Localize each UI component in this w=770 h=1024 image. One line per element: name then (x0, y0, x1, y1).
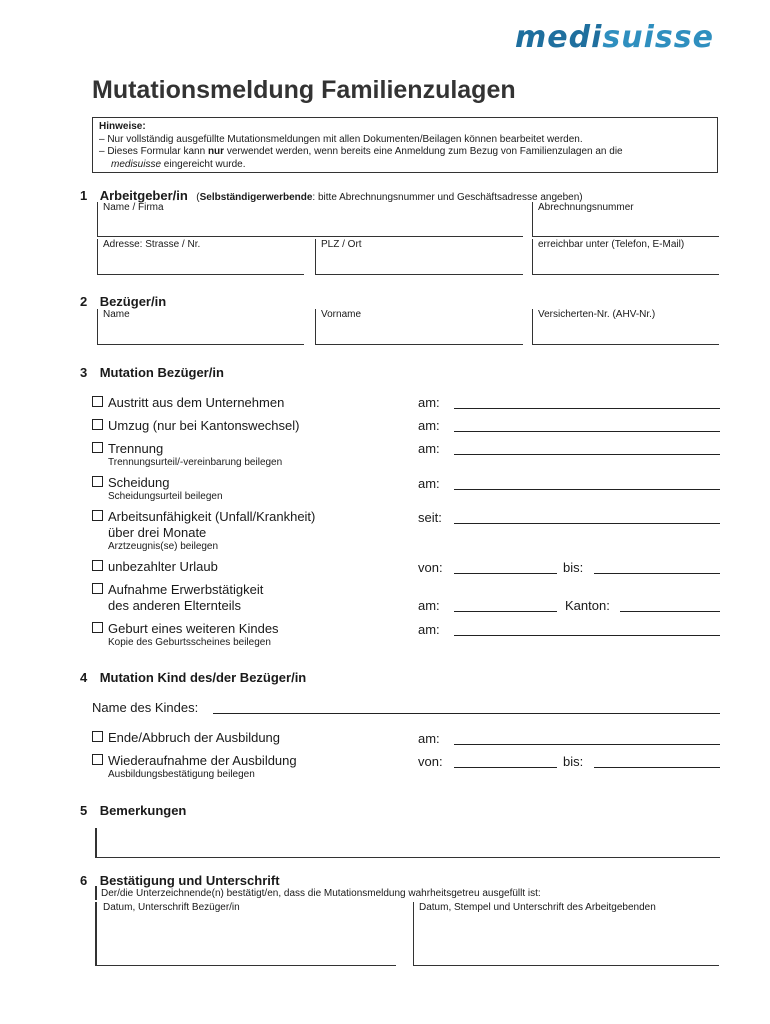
account-number-field[interactable] (532, 202, 719, 237)
partner-employment-date-line[interactable] (454, 611, 557, 612)
section1-note-bold: Selbständigerwerbende (199, 192, 313, 203)
section1-number: 1 (80, 188, 88, 203)
education-end-date-line[interactable] (454, 744, 720, 745)
recipient-name-label: Name (103, 309, 130, 320)
hint-item-2-cont (99, 159, 711, 172)
section3-number: 3 (80, 365, 88, 380)
option-move-label: Umzug (nur bei Kantonswechsel) (108, 418, 300, 433)
section4-title: Mutation Kind des/der Bezüger/in (99, 670, 307, 685)
section5-header (80, 802, 186, 820)
checkbox-divorce[interactable] (92, 476, 103, 487)
option-education-end[interactable] (92, 730, 280, 745)
recipient-firstname-field[interactable] (315, 309, 523, 345)
hints-heading: Hinweise: (99, 121, 146, 132)
canton-label: Kanton: (565, 598, 610, 613)
unpaid-leave-to-line[interactable] (594, 573, 720, 574)
employer-name-label: Name / Firma (103, 202, 164, 213)
option-divorce[interactable] (92, 475, 169, 490)
birth-date-line[interactable] (454, 635, 720, 636)
separation-note: Trennungsurteil/-vereinbarung beilegen (108, 457, 283, 468)
page-title: Mutationsmeldung Familienzulagen (92, 76, 516, 104)
section4-header (80, 669, 306, 687)
child-name-line[interactable] (213, 713, 720, 714)
child-name-label: Name des Kindes: (92, 700, 199, 715)
checkbox-partner-employment[interactable] (92, 583, 103, 594)
confirmation-statement: Der/die Unterzeichnende(n) bestätigt/en, dass die Mutationsmeldung wahrheitsgetreu ausgefüllt ist: (101, 888, 541, 899)
zip-city-field[interactable] (315, 239, 523, 275)
address-field[interactable] (97, 239, 304, 275)
separation-date-label: am: (418, 441, 440, 456)
education-resume-from-line[interactable] (454, 767, 557, 768)
education-end-date-label: am: (418, 731, 440, 746)
address-label: Adresse: Strasse / Nr. (103, 239, 201, 250)
checkbox-unpaid-leave[interactable] (92, 560, 103, 571)
hint-2-bold: nur (207, 146, 225, 157)
incapacity-since-line[interactable] (454, 523, 720, 524)
option-partner-employment-label-1: Aufnahme Erwerbstätigkeit (108, 582, 264, 597)
unpaid-leave-to-label: bis: (563, 560, 584, 575)
education-resume-to-label: bis: (563, 754, 584, 769)
option-partner-employment-label-2: des anderen Elternteils (108, 598, 241, 613)
section1-note-open: ( (196, 192, 200, 203)
incapacity-since-label: seit: (418, 510, 442, 525)
divorce-date-label: am: (418, 476, 440, 491)
recipient-signature-field[interactable] (95, 902, 396, 966)
hint-item-2 (99, 146, 711, 159)
section2-number: 2 (80, 294, 88, 309)
employer-signature-label: Datum, Stempel und Unterschrift des Arbeitgebenden (419, 902, 656, 913)
education-resume-note: Ausbildungsbestätigung beilegen (108, 769, 255, 780)
birth-note: Kopie des Geburtsscheines beilegen (108, 637, 271, 648)
checkbox-incapacity[interactable] (92, 510, 103, 521)
option-education-resume[interactable] (92, 753, 297, 768)
section3-header (80, 364, 224, 382)
recipient-name-field[interactable] (97, 309, 304, 345)
option-divorce-label: Scheidung (108, 475, 170, 490)
zip-city-label: PLZ / Ort (321, 239, 362, 250)
canton-line[interactable] (620, 611, 720, 612)
section1-title: Arbeitgeber/in (99, 188, 188, 203)
section5-number: 5 (80, 803, 88, 818)
section3-title: Mutation Bezüger/in (99, 365, 224, 380)
move-date-line[interactable] (454, 431, 720, 432)
checkbox-birth[interactable] (92, 622, 103, 633)
divorce-date-line[interactable] (454, 489, 720, 490)
hint-2-pre: – Dieses Formular kann (99, 146, 208, 157)
insurance-number-field[interactable] (532, 309, 719, 345)
option-move[interactable] (92, 418, 299, 433)
hint-item-1: – Nur vollständig ausgefüllte Mutationsmeldungen mit allen Dokumenten/Beilagen können bearbeitet werden. (99, 133, 583, 145)
option-unpaid-leave-label: unbezahlter Urlaub (108, 559, 218, 574)
checkbox-exit[interactable] (92, 396, 103, 407)
insurance-number-label: Versicherten-Nr. (AHV-Nr.) (538, 309, 656, 320)
employer-signature-field[interactable] (413, 902, 719, 966)
contact-label: erreichbar unter (Telefon, E-Mail) (538, 239, 685, 250)
checkbox-move[interactable] (92, 419, 103, 430)
unpaid-leave-from-label: von: (418, 560, 443, 575)
option-incapacity-label-2: über drei Monate (108, 525, 207, 540)
hint-2-post: verwendet werden, wenn bereits eine Anmeldung zum Bezug von Familienzulagen an die (224, 146, 623, 157)
medisuisse-logo (515, 20, 714, 55)
section5-title: Bemerkungen (99, 803, 187, 818)
option-incapacity[interactable] (92, 509, 315, 524)
section6-title: Bestätigung und Unterschrift (99, 873, 280, 888)
recipient-firstname-label: Vorname (321, 309, 362, 320)
remarks-field[interactable] (95, 828, 720, 858)
section2-title: Bezüger/in (99, 294, 167, 309)
hint-2-cont-italic: medisuisse (111, 158, 162, 170)
option-education-end-label: Ende/Abbruch der Ausbildung (108, 730, 281, 745)
option-exit[interactable] (92, 395, 284, 410)
partner-employment-date-label: am: (418, 598, 440, 613)
option-separation-label: Trennung (108, 441, 164, 456)
statement-bar (95, 886, 97, 900)
logo-part1: medi (515, 20, 603, 55)
section1-note-rest: : bitte Abrechnungsnummer und Geschäftsadresse angeben) (312, 192, 583, 203)
account-number-label: Abrechnungsnummer (538, 202, 634, 213)
option-birth[interactable] (92, 621, 279, 636)
option-incapacity-label-1: Arbeitsunfähigkeit (Unfall/Krankheit) (108, 509, 316, 524)
employer-name-field[interactable] (97, 202, 523, 237)
hints-box (92, 117, 718, 173)
divorce-note: Scheidungsurteil beilegen (108, 491, 223, 502)
option-unpaid-leave[interactable] (92, 559, 218, 574)
option-birth-label: Geburt eines weiteren Kindes (108, 621, 279, 636)
option-education-resume-label: Wiederaufnahme der Ausbildung (108, 753, 297, 768)
incapacity-note: Arztzeugnis(se) beilegen (108, 541, 219, 552)
exit-date-line[interactable] (454, 408, 720, 409)
logo-part2: suisse (602, 20, 714, 55)
education-resume-from-label: von: (418, 754, 443, 769)
unpaid-leave-from-line[interactable] (454, 573, 557, 574)
hint-2-cont: eingereicht wurde. (161, 158, 246, 170)
birth-date-label: am: (418, 622, 440, 637)
section4-number: 4 (80, 670, 88, 685)
option-partner-employment[interactable] (92, 582, 263, 597)
option-exit-label: Austritt aus dem Unternehmen (108, 395, 285, 410)
exit-date-label: am: (418, 395, 440, 410)
checkbox-education-end[interactable] (92, 731, 103, 742)
checkbox-education-resume[interactable] (92, 754, 103, 765)
section6-number: 6 (80, 873, 88, 888)
education-resume-to-line[interactable] (594, 767, 720, 768)
recipient-signature-label: Datum, Unterschrift Bezüger/in (103, 902, 240, 913)
contact-field[interactable] (532, 239, 719, 275)
move-date-label: am: (418, 418, 440, 433)
option-separation[interactable] (92, 441, 163, 456)
checkbox-separation[interactable] (92, 442, 103, 453)
separation-date-line[interactable] (454, 454, 720, 455)
